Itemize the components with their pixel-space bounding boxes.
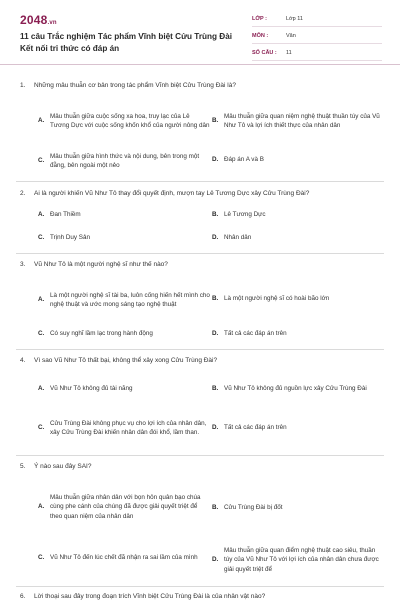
option-letter: B.: [212, 295, 219, 303]
option-text: Là một người nghệ sĩ có hoài bão lớn: [224, 295, 330, 303]
option-letter: A.: [38, 503, 45, 511]
logo-suffix: .vn: [47, 20, 57, 26]
option-text: Vũ Như Tô không đủ nguồn lực xây Cửu Trùng Đài: [224, 385, 367, 393]
meta-row-grade: [252, 12, 382, 27]
option-c[interactable]: [38, 231, 210, 245]
option-text: Đáp án A và B: [224, 156, 264, 164]
option-d[interactable]: [212, 153, 380, 167]
question-stem: [20, 260, 382, 269]
option-letter: C.: [38, 424, 45, 432]
option-letter: C.: [38, 234, 45, 242]
meta-label: MÔN :: [252, 33, 269, 39]
option-text: Cửu Trùng Đài không phục vụ cho lợi ích của nhân dân, xây Cửu Trùng Đài khiến nhân dân đói khổ, lầm than.: [50, 419, 207, 436]
option-text: Có suy nghĩ lầm lạc trong hành động: [50, 330, 153, 338]
option-b[interactable]: [212, 208, 380, 222]
divider: [16, 181, 384, 182]
question-2: [20, 189, 382, 198]
question-3: [20, 260, 382, 269]
question-text: Vì sao Vũ Như Tô thất bại, không thể xây xong Cửu Trùng Đài?: [34, 357, 218, 364]
question-number: 1.: [20, 82, 26, 89]
option-letter: A.: [38, 117, 45, 125]
option-letter: C.: [38, 157, 45, 165]
option-text: Mâu thuẫn giữa quan niệm nghệ thuật thuần túy của Vũ Như Tô và lợi ích thiết thực của nhân dân: [224, 112, 380, 129]
option-text: Vũ Như Tô không đủ tài năng: [50, 385, 133, 393]
divider: [16, 253, 384, 254]
question-text: Những mâu thuẫn cơ bản trong tác phẩm Vĩnh biệt Cửu Trùng Đài là?: [34, 82, 236, 89]
option-letter: C.: [38, 330, 45, 338]
option-text: Mâu thuẫn giữa cuộc sống xa hoa, truy lạc của Lê Tương Dực với cuộc sống khốn khổ của người nông dân: [50, 112, 210, 129]
option-d[interactable]: [212, 421, 380, 435]
option-text: Trịnh Duy Sản: [50, 234, 91, 242]
option-a[interactable]: [38, 280, 210, 320]
question-text: Ý nào sau đây SAI?: [34, 463, 92, 470]
option-a[interactable]: [38, 208, 210, 222]
option-text: Đan Thiềm: [50, 211, 81, 219]
meta-value: Lớp 11: [286, 16, 303, 22]
question-stem: [20, 592, 382, 600]
question-number: 2.: [20, 190, 26, 197]
option-letter: B.: [212, 504, 219, 512]
option-a[interactable]: [38, 481, 210, 533]
question-text: Lời thoại sau đây trong đoạn trích Vĩnh biệt Cửu Trùng Đài là của nhân vật nào?: [34, 593, 266, 600]
option-text: Mâu thuẫn giữa quan điểm nghệ thuật cao siêu, thuần túy của Vũ Như Tô với lợi ích của nhân dân chưa được giải quyết triệt để: [224, 546, 379, 573]
meta-row-count: [252, 46, 382, 61]
meta-label: SỐ CÂU :: [252, 50, 277, 56]
option-text: Là một người nghệ sĩ tài ba, luôn cống hiến hết mình cho nghệ thuật và ước mong sáng tạo nghệ thuật: [50, 291, 210, 308]
question-stem: [20, 81, 382, 90]
option-letter: A.: [38, 211, 45, 219]
page-header: [0, 0, 400, 65]
option-c[interactable]: [38, 147, 210, 175]
option-b[interactable]: [212, 501, 380, 515]
quiz-meta: [252, 12, 382, 63]
meta-value: 11: [286, 50, 292, 56]
question-number: 3.: [20, 261, 26, 268]
question-5: [20, 462, 382, 471]
site-logo[interactable]: [20, 13, 57, 27]
option-text: Tất cả các đáp án trên: [224, 424, 287, 432]
question-stem: [20, 356, 382, 365]
question-stem: [20, 189, 382, 198]
option-letter: A.: [38, 385, 45, 393]
question-text: Ai là người khiến Vũ Như Tô thay đổi quyết định, mượn tay Lê Tương Dực xây Cửu Trùng Đài?: [34, 190, 310, 197]
option-c[interactable]: [38, 544, 210, 572]
meta-row-subject: [252, 29, 382, 44]
option-d[interactable]: [212, 327, 380, 341]
option-a[interactable]: [38, 100, 210, 142]
option-b[interactable]: [212, 292, 380, 306]
option-text: Mâu thuẫn giữa hình thức và nội dung, bên trong một đằng, bên ngoài một nẻo: [50, 152, 200, 169]
option-text: Nhân dân: [224, 234, 252, 242]
question-stem: [20, 462, 382, 471]
divider: [16, 455, 384, 456]
question-text: Vũ Như Tô là một người nghệ sĩ như thế nào?: [34, 261, 168, 268]
meta-value: Văn: [286, 33, 296, 39]
option-letter: D.: [212, 156, 219, 164]
option-b[interactable]: [212, 100, 380, 142]
meta-label: LỚP :: [252, 16, 267, 22]
option-text: Mâu thuẫn giữa nhân dân với bọn hôn quân bạo chúa cùng phe cánh của chúng đã được giải quyết triệt để theo quan niệm của nhân dân: [50, 493, 201, 520]
option-c[interactable]: [38, 327, 210, 341]
question-number: 4.: [20, 357, 26, 364]
question-number: 5.: [20, 463, 26, 470]
option-letter: A.: [38, 296, 45, 304]
option-letter: D.: [212, 330, 219, 338]
question-6: [20, 592, 382, 600]
option-letter: D.: [212, 556, 219, 564]
option-d[interactable]: [212, 540, 380, 580]
page-title: 11 câu Trắc nghiệm Tác phẩm Vĩnh biệt Cửu Trùng Đài Kết nối tri thức có đáp án: [20, 32, 233, 53]
option-text: Cửu Trùng Đài bị đốt: [224, 504, 283, 512]
option-b[interactable]: [212, 375, 380, 403]
option-d[interactable]: [212, 231, 380, 245]
option-text: Tất cả các đáp án trên: [224, 330, 287, 338]
option-letter: B.: [212, 385, 219, 393]
option-a[interactable]: [38, 382, 210, 396]
option-letter: D.: [212, 424, 219, 432]
question-1: [20, 81, 382, 90]
option-text: Vũ Như Tô đến lúc chết đã nhận ra sai lầm của mình: [50, 554, 198, 562]
option-letter: B.: [212, 211, 219, 219]
question-number: 6.: [20, 593, 26, 600]
option-letter: B.: [212, 117, 219, 125]
option-text: Lê Tương Dực: [224, 211, 266, 219]
logo-main: 2048: [20, 13, 48, 27]
option-c[interactable]: [38, 408, 210, 448]
question-4: [20, 356, 382, 365]
option-letter: D.: [212, 234, 219, 242]
divider: [16, 349, 384, 350]
divider: [16, 586, 384, 587]
option-letter: C.: [38, 554, 45, 562]
